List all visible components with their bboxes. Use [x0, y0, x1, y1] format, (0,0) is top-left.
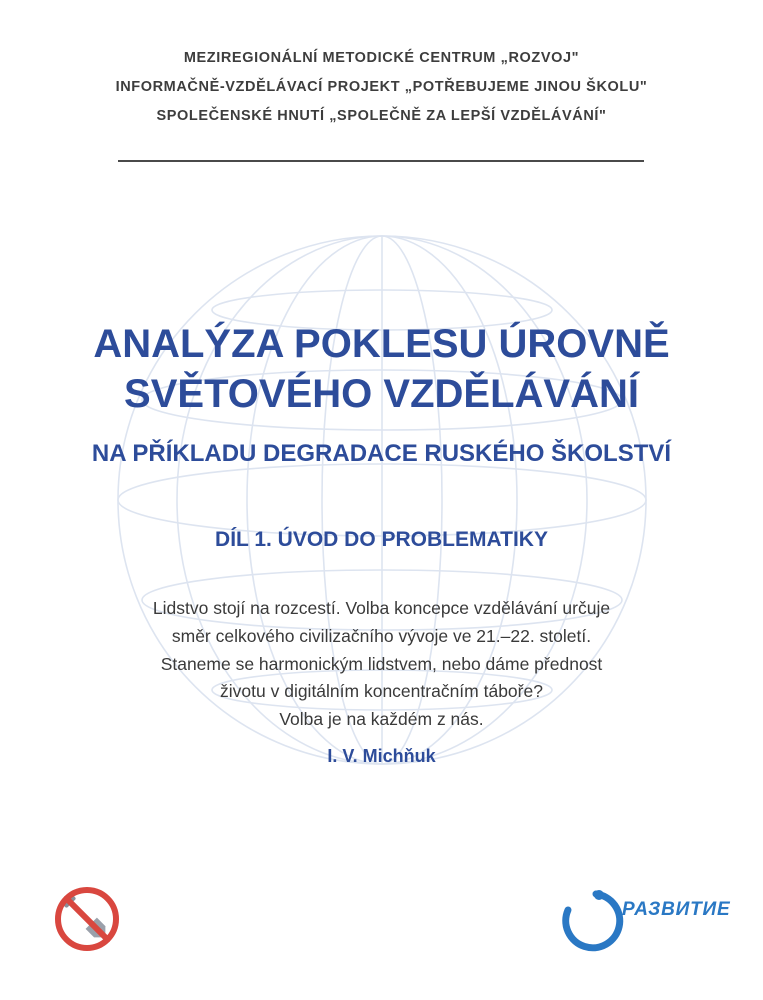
part-heading: DÍL 1. ÚVOD DO PROBLEMATIKY: [215, 528, 548, 551]
razvitie-logo: [560, 886, 750, 956]
org-line-1: MEZIREGIONÁLNÍ METODICKÉ CENTRUM „ROZVOJ": [183, 50, 580, 66]
epigraph-line-4: životu v digitálním koncentračním táboře?: [220, 681, 543, 702]
org-line-3: SPOLEČENSKÉ HNUTÍ „SPOLEČNĚ ZA LEPŠÍ VZDĚLÁVÁNÍ": [156, 108, 607, 124]
no-shovel-icon: [52, 884, 122, 954]
main-title-line-2: SVĚTOVÉHO VZDĚLÁVÁNÍ: [124, 372, 639, 416]
epigraph-line-3: Staneme se harmonickým lidstvem, nebo dáme přednost: [160, 653, 603, 674]
logo-text: РАЗВИТИЕ: [622, 899, 731, 920]
epigraph-line-1: Lidstvo stojí na rozcestí. Volba koncepce vzdělávání určuje: [152, 598, 611, 618]
ring-logo-icon: [560, 886, 626, 956]
subtitle: NA PŘÍKLADU DEGRADACE RUSKÉHO ŠKOLSTVÍ: [91, 440, 672, 467]
epigraph-line-5: Volba je na každém z nás.: [279, 709, 484, 730]
org-line-2: INFORMAČNĚ-VZDĚLÁVACÍ PROJEKT „POTŘEBUJEME JINOU ŠKOLU": [115, 79, 648, 95]
epigraph: [0, 595, 763, 734]
main-title-line-1: ANALÝZA POKLESU ÚROVNĚ: [93, 322, 670, 366]
author-name: I. V. Michňuk: [327, 746, 436, 766]
epigraph-line-2: směr celkového civilizačního vývoje ve 21.–22. století.: [171, 625, 592, 646]
